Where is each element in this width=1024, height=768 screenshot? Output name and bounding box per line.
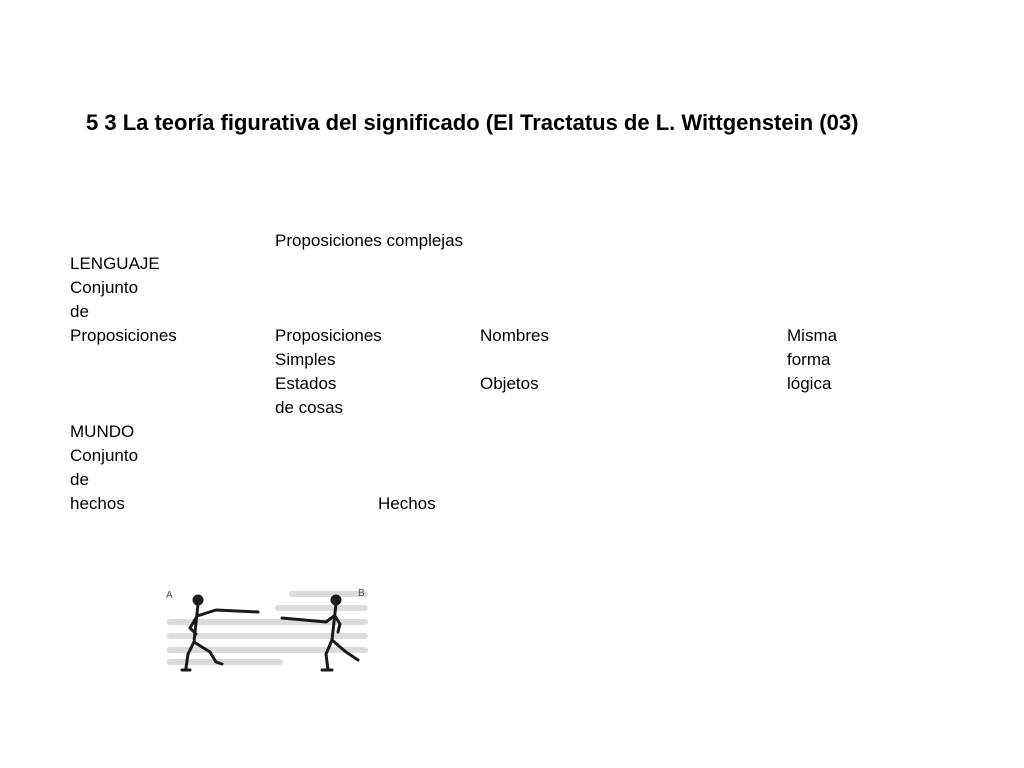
slide-title: 5 3 La teoría figurativa del significado (El Tractatus de L. Wittgenstein (03): [86, 110, 859, 135]
misma-forma-logica-label-3: lógica: [787, 374, 832, 393]
fencing-stick-figures-icon: [160, 582, 370, 674]
mundo-hechos-label: hechos: [70, 494, 125, 513]
proposiciones-simples-label-2: Simples: [275, 350, 336, 369]
proposiciones-simples-label-1: Proposiciones: [275, 326, 382, 345]
mundo-conjunto-label: Conjunto: [70, 446, 139, 465]
lenguaje-conjunto-label: Conjunto: [70, 278, 139, 297]
misma-forma-logica-label-2: forma: [787, 350, 831, 369]
lenguaje-label: LENGUAJE: [70, 254, 160, 273]
hechos-label: Hechos: [378, 494, 436, 513]
objetos-label: Objetos: [480, 374, 539, 393]
lenguaje-de-label: de: [70, 302, 89, 321]
lenguaje-proposiciones-label: Proposiciones: [70, 326, 177, 345]
misma-forma-logica-label-1: Misma: [787, 326, 838, 345]
mundo-de-label: de: [70, 470, 89, 489]
label-b: B: [358, 588, 365, 599]
mundo-label: MUNDO: [70, 422, 135, 441]
estados-de-cosas-label-2: de cosas: [275, 398, 344, 417]
nombres-label: Nombres: [480, 326, 549, 345]
label-a: A: [166, 590, 173, 601]
proposiciones-complejas-label: Proposiciones complejas: [275, 231, 464, 250]
estados-de-cosas-label-1: Estados: [275, 374, 337, 393]
